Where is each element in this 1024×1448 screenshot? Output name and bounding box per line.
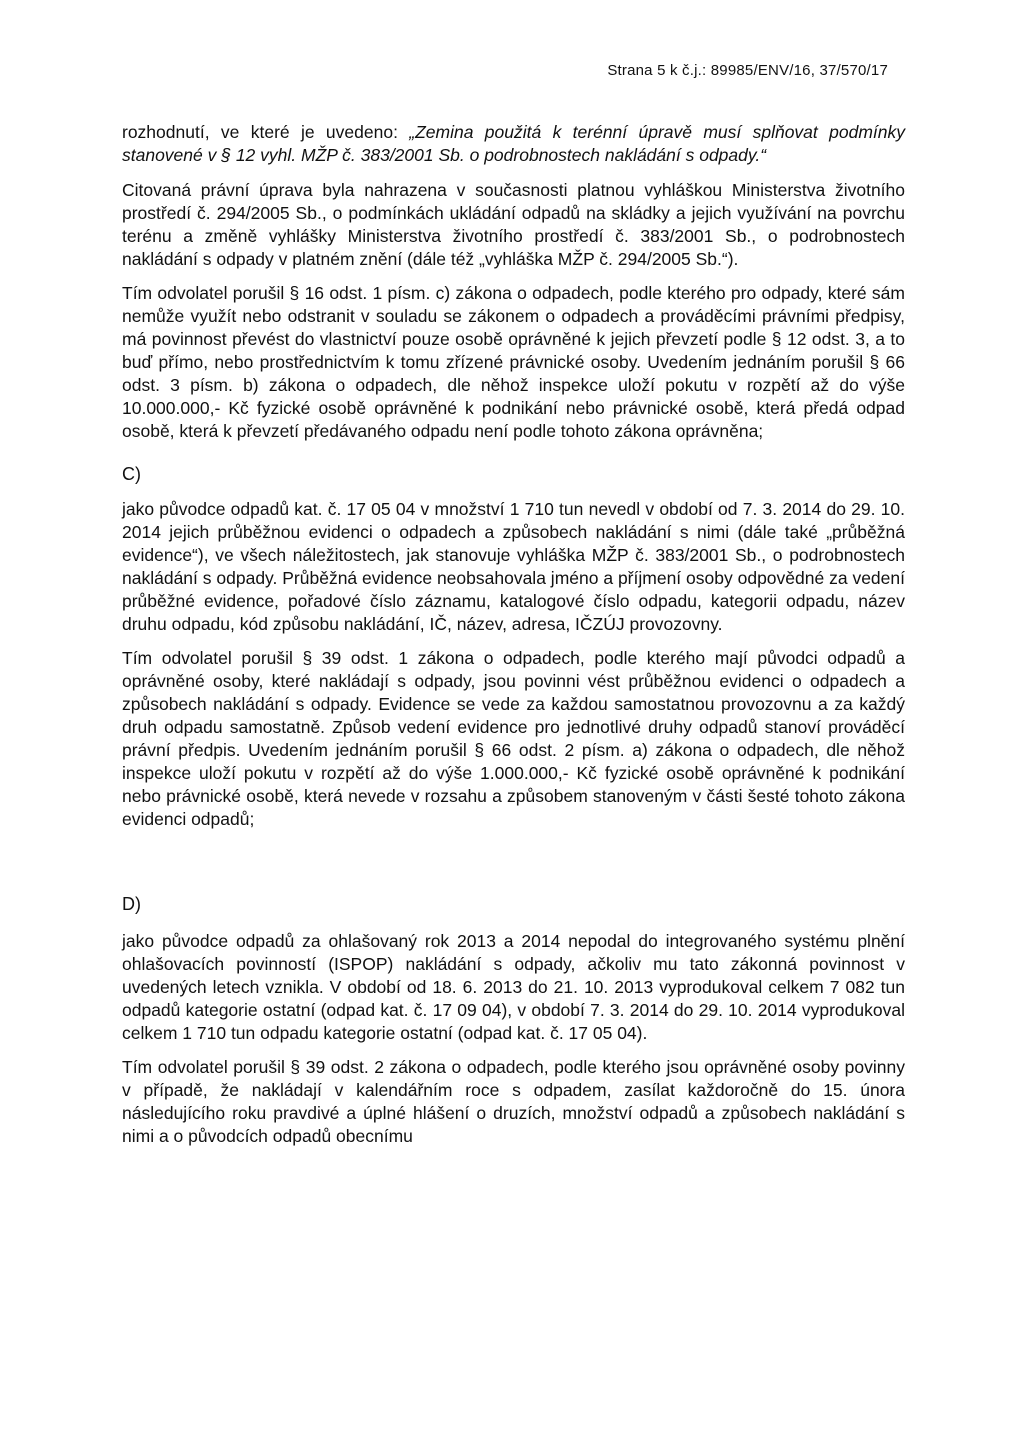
paragraph-replacement-regulation: Citovaná právní úprava byla nahrazena v současnosti platnou vyhláškou Ministerstva životního prostředí č. 294/2005 Sb., o podmínkách ukládání odpadů na skládky a jejich využívání na povrchu terénu a změně vyhlášky Ministerstva životního prostředí č. 383/2001 Sb., o podrobnostech nakládání s odpady v platném znění (dále též „vyhláška MŽP č. 294/2005 Sb.“). bbox=[122, 180, 905, 269]
paragraph-section-d: jako původce odpadů za ohlašovaný rok 2013 a 2014 nepodal do integrovaného systému plnění ohlašovacích povinností (ISPOP) nakládání s odpady, ačkoliv mu tato zákonná povinnost v uvedených letech vznikla. V období od 18. 6. 2013 do 21. 10. 2013 vyprodukoval celkem 7 082 tun odpadů kategorie ostatní (odpad kat. č. 17 09 04), v období 7. 3. 2014 do 29. 10. 2014 vyprodukoval celkem 1 710 tun odpadu kategorie ostatní (odpad kat. č. 17 05 04). bbox=[122, 931, 905, 1043]
paragraph-section-c: jako původce odpadů kat. č. 17 05 04 v množství 1 710 tun nevedl v období od 7. 3. 2014 do 29. 10. 2014 jejich průběžnou evidenci o odpadech a způsobech nakládání s nimi (dále také „průběžná evidence“), ve všech náležitostech, jak stanovuje vyhláška MŽP č. 383/2001 Sb., o podrobnostech nakládání s odpady. Průběžná evidence neobsahovala jméno a příjmení osoby odpovědné za vedení průběžné evidence, pořadové číslo záznamu, katalogové číslo odpadu, kategorii odpadu, název druhu odpadu, kód způsobu nakládání, IČ, název, adresa, IČZÚJ provozovny. bbox=[122, 499, 905, 634]
document-body bbox=[122, 121, 905, 1148]
page-reference: Strana 5 k č.j.: 89985/ENV/16, 37/570/17 bbox=[607, 62, 888, 79]
paragraph-violation-39-1: Tím odvolatel porušil § 39 odst. 1 zákona o odpadech, podle kterého mají původci odpadů a oprávněné osoby, které nakládají s odpady, jsou povinni vést průběžnou evidenci o odpadech a způsobech nakládání s odpady. Evidence se vede za každou samostatnou provozovnu a za každý druh odpadu samostatně. Způsob vedení evidence pro jednotlivé druhy odpadů stanoví prováděcí právní předpis. Uvedením jednáním porušil § 66 odst. 2 písm. a) zákona o odpadech, dle něhož inspekce uloží pokutu v rozpětí až do výše 1.000.000,- Kč fyzické osobě oprávněné k podnikání nebo právnické osobě, která nevede v rozsahu a způsobem stanoveným v části šesté tohoto zákona evidenci odpadů; bbox=[122, 648, 905, 829]
intro-paragraph bbox=[122, 121, 905, 167]
section-label-c: C) bbox=[122, 464, 141, 484]
intro-quote: „Zemina použitá k terénní úpravě musí splňovat podmínky stanovené v § 12 vyhl. MŽP č. 383/2001 Sb. o podrobnostech nakládání s odpady.“ bbox=[122, 122, 905, 165]
paragraph-violation-39-2: Tím odvolatel porušil § 39 odst. 2 zákona o odpadech, podle kterého jsou oprávněné osoby povinny v případě, že nakládají v kalendářním roce s odpadem, zasílat každoročně do 15. února následujícího roku pravdivé a úplné hlášení o druzích, množství odpadů a způsobech nakládání s nimi a o původcích odpadů obecnímu bbox=[122, 1057, 905, 1146]
paragraph-violation-16: Tím odvolatel porušil § 16 odst. 1 písm. c) zákona o odpadech, podle kterého pro odpady, které sám nemůže využít nebo odstranit v souladu se zákonem o odpadech a prováděcími právními předpisy, má povinnost převést do vlastnictví pouze osobě oprávněné k jejich převzetí podle § 12 odst. 3, a to buď přímo, nebo prostřednictvím k tomu zřízené právnické osoby. Uvedením jednáním porušil § 66 odst. 3 písm. b) zákona o odpadech, dle něhož inspekce uloží pokutu v rozpětí až do výše 10.000.000,- Kč fyzické osobě oprávněné k podnikání nebo právnické osobě, která předá odpad osobě, která k převzetí předávaného odpadu není podle tohoto zákona oprávněna; bbox=[122, 283, 905, 441]
intro-lead: rozhodnutí, ve které je uvedeno: bbox=[122, 122, 410, 142]
section-label-d: D) bbox=[122, 894, 141, 914]
